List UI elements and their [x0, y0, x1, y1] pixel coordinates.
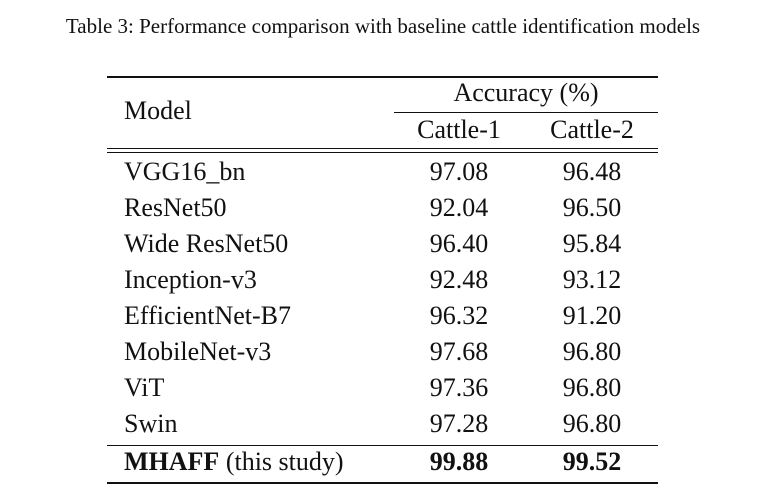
- table-row: [107, 263, 658, 299]
- cattle-2-accuracy: 91.20: [562, 301, 622, 330]
- cattle-1-accuracy: 97.36: [429, 373, 489, 402]
- table-row: [107, 191, 658, 227]
- table-row: [107, 155, 658, 191]
- header-cattle-1: Cattle-1: [417, 115, 501, 144]
- table-caption: Table 3: Performance comparison with baseline cattle identification models: [65, 14, 701, 38]
- model-name: MobileNet-v3: [124, 337, 272, 366]
- header-rule-upper: [107, 148, 658, 149]
- model-note: (this study): [219, 447, 344, 476]
- cattle-2-accuracy: 96.80: [562, 409, 622, 438]
- cattle-2-accuracy: 96.50: [562, 193, 622, 222]
- table-row: [107, 407, 658, 443]
- header-accuracy-group: Accuracy (%): [453, 78, 599, 107]
- cattle-1-accuracy: 97.08: [429, 157, 489, 186]
- model-name: ResNet50: [124, 193, 227, 222]
- model-name-cell: [124, 447, 344, 477]
- cattle-2-accuracy: 93.12: [562, 265, 622, 294]
- table-row-highlight: [107, 445, 658, 481]
- cattle-1-accuracy: 96.40: [429, 229, 489, 258]
- bottom-rule: [107, 482, 658, 484]
- header-model: Model: [124, 96, 192, 125]
- header-cattle-2: Cattle-2: [550, 115, 634, 144]
- model-name: EfficientNet-B7: [124, 301, 292, 330]
- model-name: Inception-v3: [124, 265, 257, 294]
- model-name: Swin: [124, 409, 178, 438]
- cattle-1-accuracy: 92.04: [429, 193, 489, 222]
- cattle-2-accuracy: 95.84: [562, 229, 622, 258]
- table-row: [107, 371, 658, 407]
- cattle-2-accuracy: 96.80: [562, 337, 622, 366]
- model-name: VGG16_bn: [124, 157, 246, 186]
- cattle-2-accuracy: 96.80: [562, 373, 622, 402]
- model-name: ViT: [124, 373, 165, 402]
- table-row: [107, 227, 658, 263]
- model-name-bold: MHAFF: [124, 447, 220, 476]
- cattle-2-accuracy: 96.48: [562, 157, 622, 186]
- cattle-2-accuracy-best: 99.52: [562, 447, 622, 476]
- table-row: [107, 335, 658, 371]
- cattle-1-accuracy: 97.28: [429, 409, 489, 438]
- header-rule-lower: [107, 152, 658, 153]
- model-name: Wide ResNet50: [124, 229, 289, 258]
- cattle-1-accuracy: 96.32: [429, 301, 489, 330]
- table-row: [107, 299, 658, 335]
- cattle-1-accuracy: 92.48: [429, 265, 489, 294]
- cattle-1-accuracy: 97.68: [429, 337, 489, 366]
- cattle-1-accuracy-best: 99.88: [429, 447, 489, 476]
- group-underline: [394, 112, 658, 113]
